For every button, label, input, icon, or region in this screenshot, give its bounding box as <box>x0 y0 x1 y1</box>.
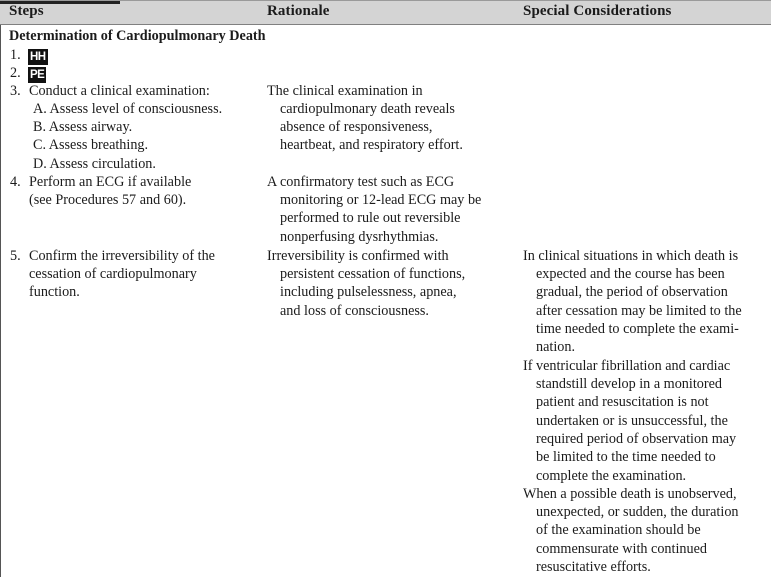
header-special-considerations: Special Considerations <box>523 3 672 19</box>
special-2-line-6: be limited to the time needed to <box>536 449 716 465</box>
special-3-line-1: When a possible death is unobserved, <box>523 486 737 502</box>
step-5-line-3: function. <box>29 284 80 300</box>
rationale-5-line-1: Irreversibility is confirmed with <box>267 248 449 264</box>
step-3-line-2: A. Assess level of consciousness. <box>33 101 223 117</box>
step-1-number: 1. <box>10 47 21 63</box>
special-1-line-4: after cessation may be limited to the <box>536 303 742 319</box>
step-3-line-1: Conduct a clinical examination: <box>29 83 210 99</box>
left-rule <box>0 0 1 577</box>
header-steps: Steps <box>9 3 44 19</box>
step-5-line-1: Confirm the irreversibility of the <box>29 248 215 264</box>
special-2-line-7: complete the examination. <box>536 468 687 484</box>
special-1-line-2: expected and the course has been <box>536 266 725 282</box>
header-rationale: Rationale <box>267 3 330 19</box>
special-2-line-5: required period of observation may <box>536 431 737 447</box>
step-5-line-2: cessation of cardiopulmonary <box>29 266 197 282</box>
rationale-3-line-3: absence of responsiveness, <box>280 119 433 135</box>
rationale-4-line-3: performed to rule out reversible <box>280 210 461 226</box>
rationale-3-line-4: heartbeat, and respiratory effort. <box>280 137 463 153</box>
step-4-line-1: Perform an ECG if available <box>29 174 192 190</box>
special-2-line-3: patient and resuscitation is not <box>536 394 709 410</box>
rationale-5-line-2: persistent cessation of functions, <box>280 266 466 282</box>
table-header <box>0 0 771 25</box>
step-3-number: 3. <box>10 83 21 99</box>
step-4-line-2: (see Procedures 57 and 60). <box>29 192 187 208</box>
hand-hygiene-icon: HH <box>30 51 46 63</box>
rationale-4-line-4: nonperfusing dysrhythmias. <box>280 229 439 245</box>
step-4-number: 4. <box>10 174 21 190</box>
special-3-line-4: commensurate with continued <box>536 541 707 557</box>
special-1-line-1: In clinical situations in which death is <box>523 248 739 264</box>
patient-education-icon: PE <box>30 69 45 81</box>
rationale-5-line-3: including pulselessness, apnea, <box>280 284 457 300</box>
step-3-line-4: C. Assess breathing. <box>33 137 149 153</box>
special-1-line-5: time needed to complete the exami- <box>536 321 739 337</box>
step-3-line-5: D. Assess circulation. <box>33 156 156 172</box>
rationale-5-line-4: and loss of consciousness. <box>280 303 429 319</box>
rationale-3-line-2: cardiopulmonary death reveals <box>280 101 455 117</box>
special-2-line-2: standstill develop in a monitored <box>536 376 722 392</box>
special-2-line-1: If ventricular fibrillation and cardiac <box>523 358 731 374</box>
step-5-number: 5. <box>10 248 21 264</box>
special-3-line-3: of the examination should be <box>536 522 701 538</box>
special-1-line-3: gradual, the period of observation <box>536 284 728 300</box>
step-2-number: 2. <box>10 65 21 81</box>
special-2-line-4: undertaken or is unsuccessful, the <box>536 413 728 429</box>
special-1-line-6: nation. <box>536 339 576 355</box>
rationale-4-line-2: monitoring or 12-lead ECG may be <box>280 192 482 208</box>
rationale-3-line-1: The clinical examination in <box>267 83 423 99</box>
rationale-4-line-1: A confirmatory test such as ECG <box>267 174 455 190</box>
step-3-line-3: B. Assess airway. <box>33 119 133 135</box>
special-3-line-2: unexpected, or sudden, the duration <box>536 504 739 520</box>
special-3-line-5: resuscitative efforts. <box>536 559 651 575</box>
section-title: Determination of Cardiopulmonary Death <box>9 28 266 44</box>
